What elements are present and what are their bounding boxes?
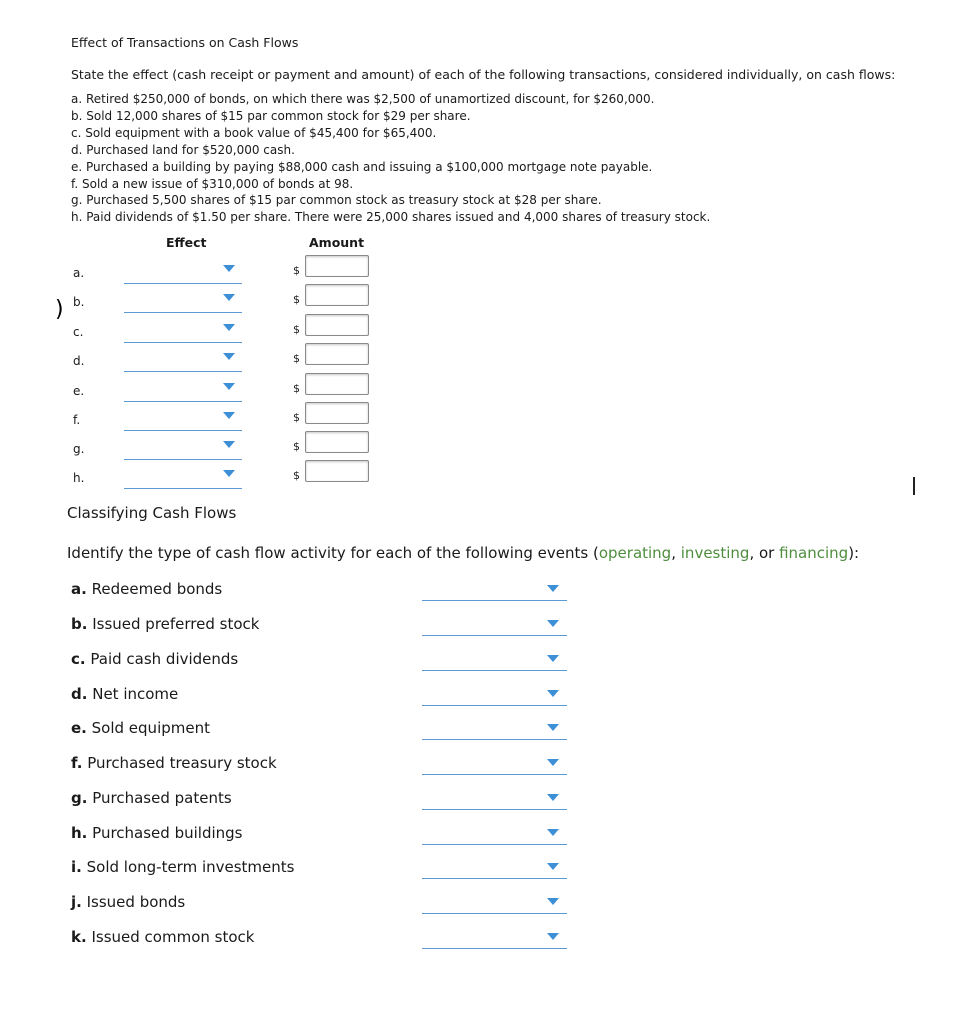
event-text: Paid cash dividends bbox=[90, 650, 239, 668]
event-text: Purchased patents bbox=[92, 789, 232, 807]
amount-input-e[interactable] bbox=[305, 373, 369, 395]
transaction-e: e. Purchased a building by paying $88,000 cash and issuing a $100,000 mortgage note payable. bbox=[71, 159, 653, 174]
dropdown-arrow-icon bbox=[223, 412, 235, 419]
transaction-f: f. Sold a new issue of $310,000 of bonds at 98. bbox=[71, 176, 354, 191]
event-text: Net income bbox=[92, 685, 179, 703]
activity-operating: operating bbox=[598, 544, 672, 562]
dropdown-arrow-icon bbox=[547, 863, 559, 870]
event-text: Purchased treasury stock bbox=[87, 754, 277, 772]
event-row-a bbox=[0, 580, 600, 615]
stray-parenthesis: ) bbox=[55, 297, 64, 322]
section1-title: Effect of Transactions on Cash Flows bbox=[71, 35, 299, 50]
row-letter: f. bbox=[73, 413, 81, 427]
event-letter: g. bbox=[71, 789, 88, 807]
amount-input-h[interactable] bbox=[305, 460, 369, 482]
transaction-a: a. Retired $250,000 of bonds, on which there was $2,500 of unamortized discount, for $260,000. bbox=[71, 92, 655, 106]
event-label bbox=[71, 719, 210, 737]
dropdown-arrow-icon bbox=[547, 933, 559, 940]
event-text: Issued bonds bbox=[86, 893, 186, 911]
effect-select-a[interactable] bbox=[124, 261, 242, 284]
effect-select-b[interactable] bbox=[124, 290, 242, 313]
event-row-d bbox=[0, 685, 600, 720]
event-text: Issued preferred stock bbox=[92, 615, 260, 633]
event-row-e bbox=[0, 719, 600, 754]
dropdown-arrow-icon bbox=[223, 441, 235, 448]
dollar-sign: $ bbox=[293, 323, 300, 336]
activity-select-e[interactable] bbox=[422, 719, 567, 740]
event-letter: d. bbox=[71, 685, 88, 703]
dropdown-arrow-icon bbox=[547, 690, 559, 697]
amount-input-g[interactable] bbox=[305, 431, 369, 453]
event-row-i bbox=[0, 858, 600, 893]
transactions-list bbox=[71, 91, 710, 226]
row-letter: d. bbox=[73, 354, 85, 368]
event-text: Purchased buildings bbox=[92, 824, 243, 842]
amount-input-f[interactable] bbox=[305, 402, 369, 424]
dollar-sign: $ bbox=[293, 411, 300, 424]
dropdown-arrow-icon bbox=[547, 585, 559, 592]
instructions-sep1: , bbox=[671, 544, 681, 562]
event-letter: k. bbox=[71, 928, 87, 946]
event-letter: c. bbox=[71, 650, 86, 668]
activity-select-h[interactable] bbox=[422, 824, 567, 845]
dropdown-arrow-icon bbox=[223, 383, 235, 390]
dropdown-arrow-icon bbox=[223, 470, 235, 477]
dollar-sign: $ bbox=[293, 440, 300, 453]
activity-select-g[interactable] bbox=[422, 789, 567, 810]
amount-input-d[interactable] bbox=[305, 343, 369, 365]
event-letter: h. bbox=[71, 824, 88, 842]
dropdown-arrow-icon bbox=[547, 898, 559, 905]
activity-select-j[interactable] bbox=[422, 893, 567, 914]
event-label bbox=[71, 789, 232, 807]
amount-column-header: Amount bbox=[309, 235, 365, 250]
event-letter: i. bbox=[71, 858, 82, 876]
event-label bbox=[71, 650, 238, 668]
activity-select-k[interactable] bbox=[422, 928, 567, 949]
row-letter: h. bbox=[73, 471, 85, 485]
effect-select-h[interactable] bbox=[124, 466, 242, 489]
transaction-d: d. Purchased land for $520,000 cash. bbox=[71, 142, 295, 157]
row-letter: b. bbox=[73, 295, 85, 309]
event-label bbox=[71, 893, 185, 911]
event-label bbox=[71, 685, 178, 703]
section2-instructions bbox=[67, 544, 859, 562]
event-label bbox=[71, 928, 254, 946]
event-label bbox=[71, 580, 222, 598]
dropdown-arrow-icon bbox=[547, 829, 559, 836]
instructions-prefix: Identify the type of cash flow activity for each of the following events ( bbox=[67, 544, 599, 562]
event-text: Redeemed bonds bbox=[91, 580, 223, 598]
activity-select-d[interactable] bbox=[422, 685, 567, 706]
event-row-b bbox=[0, 615, 600, 650]
dropdown-arrow-icon bbox=[223, 294, 235, 301]
activity-select-i[interactable] bbox=[422, 858, 567, 879]
activity-select-f[interactable] bbox=[422, 754, 567, 775]
transaction-c: c. Sold equipment with a book value of $45,400 for $65,400. bbox=[71, 125, 437, 140]
dropdown-arrow-icon bbox=[547, 655, 559, 662]
event-letter: e. bbox=[71, 719, 87, 737]
event-letter: a. bbox=[71, 580, 87, 598]
dollar-sign: $ bbox=[293, 469, 300, 482]
effect-select-f[interactable] bbox=[124, 408, 242, 431]
activity-select-c[interactable] bbox=[422, 650, 567, 671]
amount-input-a[interactable] bbox=[305, 255, 369, 277]
instructions-suffix: ): bbox=[848, 544, 860, 562]
effect-select-g[interactable] bbox=[124, 437, 242, 460]
dropdown-arrow-icon bbox=[547, 794, 559, 801]
section2-title: Classifying Cash Flows bbox=[67, 504, 237, 522]
event-label bbox=[71, 754, 277, 772]
dropdown-arrow-icon bbox=[223, 265, 235, 272]
activity-investing: investing bbox=[680, 544, 750, 562]
transaction-b: b. Sold 12,000 shares of $15 par common stock for $29 per share. bbox=[71, 108, 471, 123]
amount-input-c[interactable] bbox=[305, 314, 369, 336]
dollar-sign: $ bbox=[293, 264, 300, 277]
event-row-c bbox=[0, 650, 600, 685]
effect-select-c[interactable] bbox=[124, 320, 242, 343]
row-letter: g. bbox=[73, 442, 85, 456]
row-letter: c. bbox=[73, 325, 84, 339]
dropdown-arrow-icon bbox=[547, 759, 559, 766]
event-letter: j. bbox=[71, 893, 82, 911]
transaction-g: g. Purchased 5,500 shares of $15 par common stock as treasury stock at $28 per share. bbox=[71, 193, 602, 208]
event-label bbox=[71, 858, 294, 876]
row-letter: e. bbox=[73, 384, 85, 398]
event-row-g bbox=[0, 789, 600, 824]
event-row-j bbox=[0, 893, 600, 928]
event-label bbox=[71, 824, 242, 842]
transaction-h: h. Paid dividends of $1.50 per share. There were 25,000 shares issued and 4,000 shares of treasury stock. bbox=[71, 210, 711, 225]
effect-column-header: Effect bbox=[166, 235, 207, 250]
dropdown-arrow-icon bbox=[223, 353, 235, 360]
event-text: Issued common stock bbox=[91, 928, 255, 946]
text-cursor-icon bbox=[913, 477, 915, 495]
dropdown-arrow-icon bbox=[547, 620, 559, 627]
event-row-f bbox=[0, 754, 600, 789]
dollar-sign: $ bbox=[293, 382, 300, 395]
dropdown-arrow-icon bbox=[547, 724, 559, 731]
effect-select-e[interactable] bbox=[124, 379, 242, 402]
instructions-sep2: , or bbox=[749, 544, 780, 562]
event-text: Sold long-term investments bbox=[86, 858, 295, 876]
row-letter: a. bbox=[73, 266, 85, 280]
event-row-h bbox=[0, 824, 600, 859]
section1-instructions: State the effect (cash receipt or payment and amount) of each of the following transactions, considered individually, on cash flows: bbox=[71, 67, 896, 82]
event-label bbox=[71, 615, 259, 633]
event-letter: b. bbox=[71, 615, 88, 633]
event-row-k bbox=[0, 928, 600, 963]
amount-input-b[interactable] bbox=[305, 284, 369, 306]
activity-financing: financing bbox=[779, 544, 849, 562]
activity-select-b[interactable] bbox=[422, 615, 567, 636]
activity-select-a[interactable] bbox=[422, 580, 567, 601]
dollar-sign: $ bbox=[293, 293, 300, 306]
event-text: Sold equipment bbox=[91, 719, 210, 737]
event-letter: f. bbox=[71, 754, 83, 772]
effect-row-h bbox=[0, 466, 400, 495]
effect-select-d[interactable] bbox=[124, 349, 242, 372]
dollar-sign: $ bbox=[293, 352, 300, 365]
dropdown-arrow-icon bbox=[223, 324, 235, 331]
